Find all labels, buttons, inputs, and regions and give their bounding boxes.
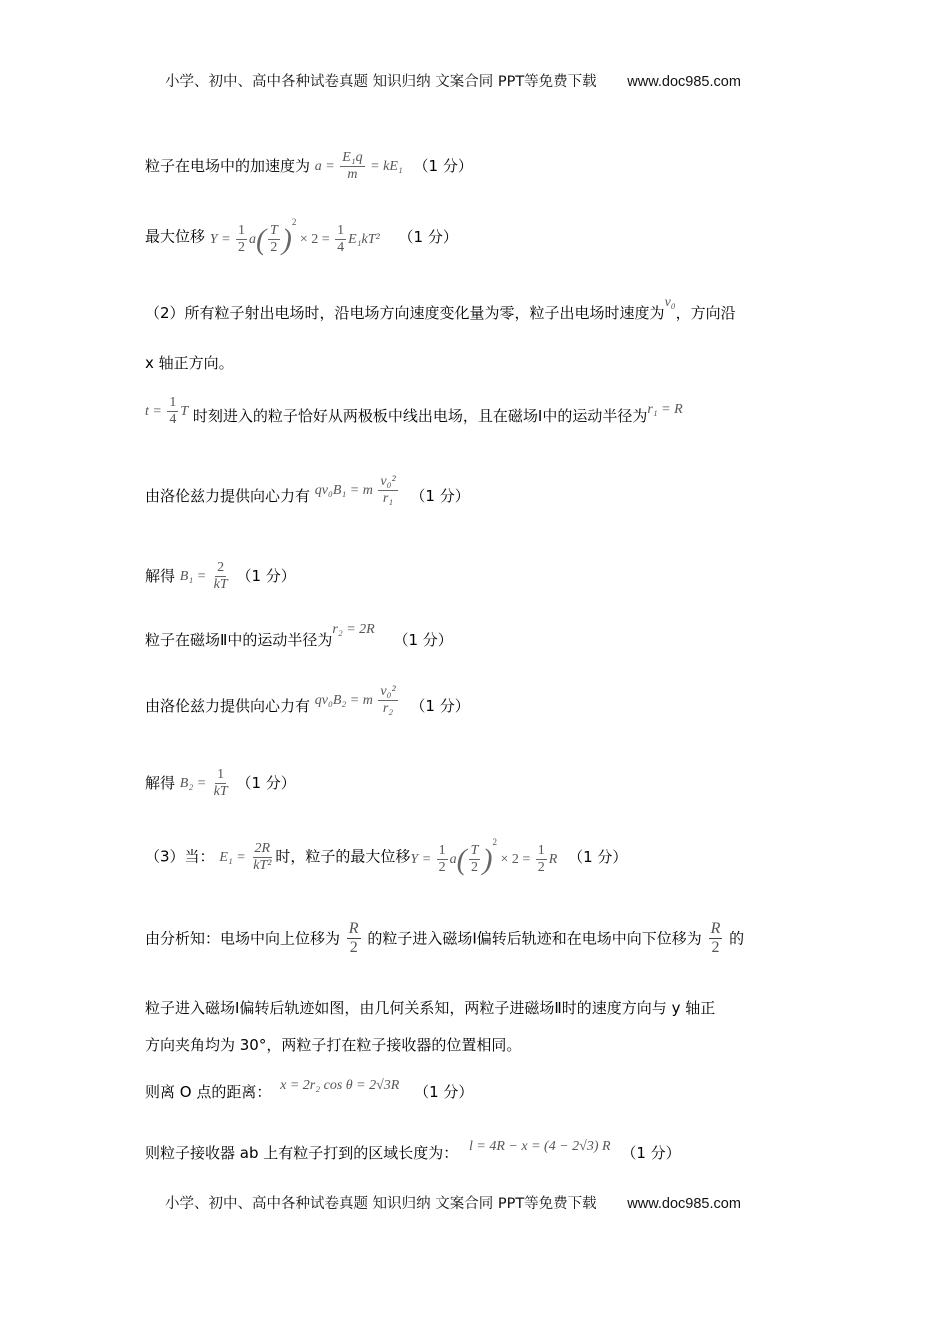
fraction bbox=[347, 920, 361, 958]
fraction bbox=[340, 150, 364, 183]
score-label: （1 分） bbox=[414, 1083, 474, 1101]
footer-url: www.doc985.com bbox=[627, 1196, 741, 1212]
numerator: T bbox=[268, 223, 280, 240]
formula-part: qv₀B₂ = m bbox=[314, 692, 373, 708]
numerator: v₀² bbox=[378, 684, 397, 701]
part3-prefix: （3）当： bbox=[145, 847, 215, 866]
formula-part: Y = bbox=[209, 232, 231, 247]
score-label: （1 分） bbox=[236, 774, 296, 793]
page-header bbox=[165, 70, 741, 91]
paren: ) bbox=[482, 842, 493, 876]
lorentz2-formula bbox=[315, 684, 400, 717]
solve1-label: 解得 bbox=[145, 567, 176, 586]
denominator: m bbox=[347, 167, 358, 183]
numerator: T bbox=[469, 843, 481, 860]
lorentz1-label: 由洛伦兹力提供向心力有 bbox=[145, 487, 311, 506]
analysis-text-b: 的粒子进入磁场Ⅰ偏转后轨迹和在电场中向下位移为 bbox=[367, 929, 702, 948]
analysis-text-c: 的 bbox=[729, 929, 745, 948]
r2-label: 粒子在磁场Ⅱ中的运动半径为 bbox=[145, 631, 333, 649]
numerator: E₁q bbox=[340, 150, 364, 167]
part3-line bbox=[145, 838, 627, 876]
solve1-line bbox=[145, 560, 296, 593]
accel-label: 粒子在电场中的加速度为 bbox=[145, 157, 311, 176]
formula-part: E₁ = bbox=[219, 849, 246, 865]
fraction bbox=[378, 474, 397, 507]
formula-part: Y = bbox=[410, 852, 432, 867]
page-footer bbox=[165, 1192, 741, 1213]
numerator: 1 bbox=[215, 767, 226, 784]
denominator: r₁ bbox=[382, 491, 394, 507]
fraction bbox=[709, 920, 723, 958]
v0-symbol: v₀ bbox=[664, 295, 676, 310]
para-line2: 方向夹角均为 30°，两粒子打在粒子接收器的位置相同。 bbox=[145, 1036, 522, 1054]
r1-formula: r₁ = R bbox=[647, 402, 683, 417]
part2-tail: ，方向沿 bbox=[675, 304, 736, 322]
score-label: （1 分） bbox=[410, 697, 470, 716]
r2-line bbox=[145, 622, 453, 649]
fraction bbox=[212, 767, 230, 800]
score-label: （1 分） bbox=[413, 157, 473, 176]
fraction bbox=[335, 223, 346, 256]
numerator: 1 bbox=[536, 843, 547, 860]
denominator: kT bbox=[213, 577, 228, 593]
denominator: 2 bbox=[270, 240, 278, 256]
formula-part: R bbox=[548, 852, 558, 867]
exponent: 2 bbox=[291, 217, 297, 227]
numerator: 1 bbox=[335, 223, 346, 240]
formula-part: T bbox=[180, 403, 189, 419]
header-text: 小学、初中、高中各种试卷真题 知识归纳 文案合同 PPT等免费下载 bbox=[165, 74, 597, 90]
fraction bbox=[167, 395, 178, 428]
solve1-formula bbox=[180, 560, 232, 593]
formula-part: = kE₁ bbox=[370, 158, 403, 174]
fraction bbox=[236, 223, 247, 256]
header-url: www.doc985.com bbox=[627, 74, 741, 90]
exponent: 2 bbox=[492, 837, 497, 847]
numerator: 2R bbox=[253, 841, 273, 858]
t-text: 时刻进入的粒子恰好从两极板中线出电场，且在磁场Ⅰ中的运动半径为 bbox=[192, 407, 648, 425]
part2-line2: x 轴正方向。 bbox=[145, 354, 234, 372]
formula-part: × 2 = bbox=[500, 852, 531, 867]
r2-formula: r₂ = 2R bbox=[332, 622, 375, 637]
denominator: kT bbox=[213, 784, 228, 800]
formula-part: t = bbox=[145, 403, 162, 419]
part3-e1-formula bbox=[219, 841, 275, 874]
dist-formula: x = 2r₂ cos θ = 2√3R bbox=[280, 1078, 400, 1093]
maxdisp-line bbox=[145, 218, 458, 256]
fraction bbox=[536, 843, 547, 876]
maxdisp-formula bbox=[210, 218, 380, 256]
maxdisp-label: 最大位移 bbox=[145, 227, 206, 246]
fraction bbox=[212, 560, 230, 593]
numerator: 1 bbox=[167, 395, 178, 412]
denominator: 4 bbox=[169, 412, 177, 428]
denominator: 2 bbox=[238, 240, 246, 256]
formula-part: B₁ = bbox=[179, 568, 207, 584]
fraction bbox=[378, 684, 397, 717]
len-formula: l = 4R − x = (4 − 2√3) R bbox=[469, 1139, 611, 1154]
numerator: R bbox=[709, 920, 723, 939]
formula-part: a bbox=[249, 232, 257, 247]
analysis-line bbox=[145, 920, 744, 958]
fraction bbox=[437, 843, 448, 876]
t-line bbox=[145, 395, 683, 428]
lorentz2-label: 由洛伦兹力提供向心力有 bbox=[145, 697, 311, 716]
para-line1: 粒子进入磁场Ⅰ偏转后轨迹如图，由几何关系知，两粒子进磁场Ⅱ时的速度方向与 y 轴正 bbox=[145, 999, 716, 1017]
denominator: 2 bbox=[349, 939, 358, 957]
solve2-line bbox=[145, 767, 296, 800]
numerator: 2 bbox=[215, 560, 226, 577]
accel-line bbox=[145, 150, 473, 183]
denominator: kT² bbox=[253, 857, 272, 873]
formula-part: B₂ = bbox=[179, 775, 207, 791]
t-formula bbox=[145, 395, 188, 428]
footer-text: 小学、初中、高中各种试卷真题 知识归纳 文案合同 PPT等免费下载 bbox=[165, 1196, 597, 1212]
len-label: 则粒子接收器 ab 上有粒子打到的区域长度为： bbox=[145, 1144, 459, 1162]
denominator: 2 bbox=[471, 860, 479, 876]
formula-part: a = bbox=[314, 158, 335, 174]
part2-text: （2）所有粒子射出电场时，沿电场方向速度变化量为零，粒子出电场时速度为 bbox=[145, 304, 665, 322]
len-line bbox=[145, 1139, 681, 1162]
numerator: 1 bbox=[236, 223, 247, 240]
lorentz1-formula bbox=[315, 474, 400, 507]
formula-part: E₁kT² bbox=[348, 232, 380, 247]
fraction bbox=[251, 841, 273, 874]
dist-label: 则离 O 点的距离： bbox=[145, 1083, 272, 1101]
lorentz2-line bbox=[145, 684, 470, 723]
denominator: 2 bbox=[537, 860, 545, 876]
score-label: （1 分） bbox=[236, 567, 296, 586]
numerator: 1 bbox=[437, 843, 448, 860]
denominator: 2 bbox=[711, 939, 720, 957]
solve2-formula bbox=[180, 767, 232, 800]
analysis-text-a: 由分析知：电场中向上位移为 bbox=[145, 929, 341, 948]
denominator: r₂ bbox=[382, 701, 394, 717]
paren: ( bbox=[456, 842, 467, 876]
score-label: （1 分） bbox=[393, 631, 453, 649]
lorentz1-line bbox=[145, 474, 470, 513]
paren: ) bbox=[281, 222, 292, 256]
score-label: （1 分） bbox=[568, 847, 628, 866]
formula-part: × 2 = bbox=[299, 232, 330, 247]
score-label: （1 分） bbox=[410, 487, 470, 506]
fraction bbox=[469, 843, 481, 876]
dist-line bbox=[145, 1078, 474, 1101]
part3-y-formula bbox=[410, 838, 557, 876]
solve2-label: 解得 bbox=[145, 774, 176, 793]
numerator: v₀² bbox=[378, 474, 397, 491]
part3-mid: 时，粒子的最大位移 bbox=[275, 847, 411, 866]
fraction bbox=[268, 223, 280, 256]
part2-line1 bbox=[145, 295, 736, 322]
score-label: （1 分） bbox=[398, 227, 458, 246]
score-label: （1 分） bbox=[621, 1144, 681, 1162]
formula-part: qv₀B₁ = m bbox=[314, 482, 373, 498]
paren: ( bbox=[256, 222, 267, 256]
numerator: R bbox=[347, 920, 361, 939]
denominator: 4 bbox=[337, 240, 345, 256]
accel-formula bbox=[315, 150, 403, 183]
formula-part: a bbox=[449, 852, 457, 867]
denominator: 2 bbox=[438, 860, 446, 876]
